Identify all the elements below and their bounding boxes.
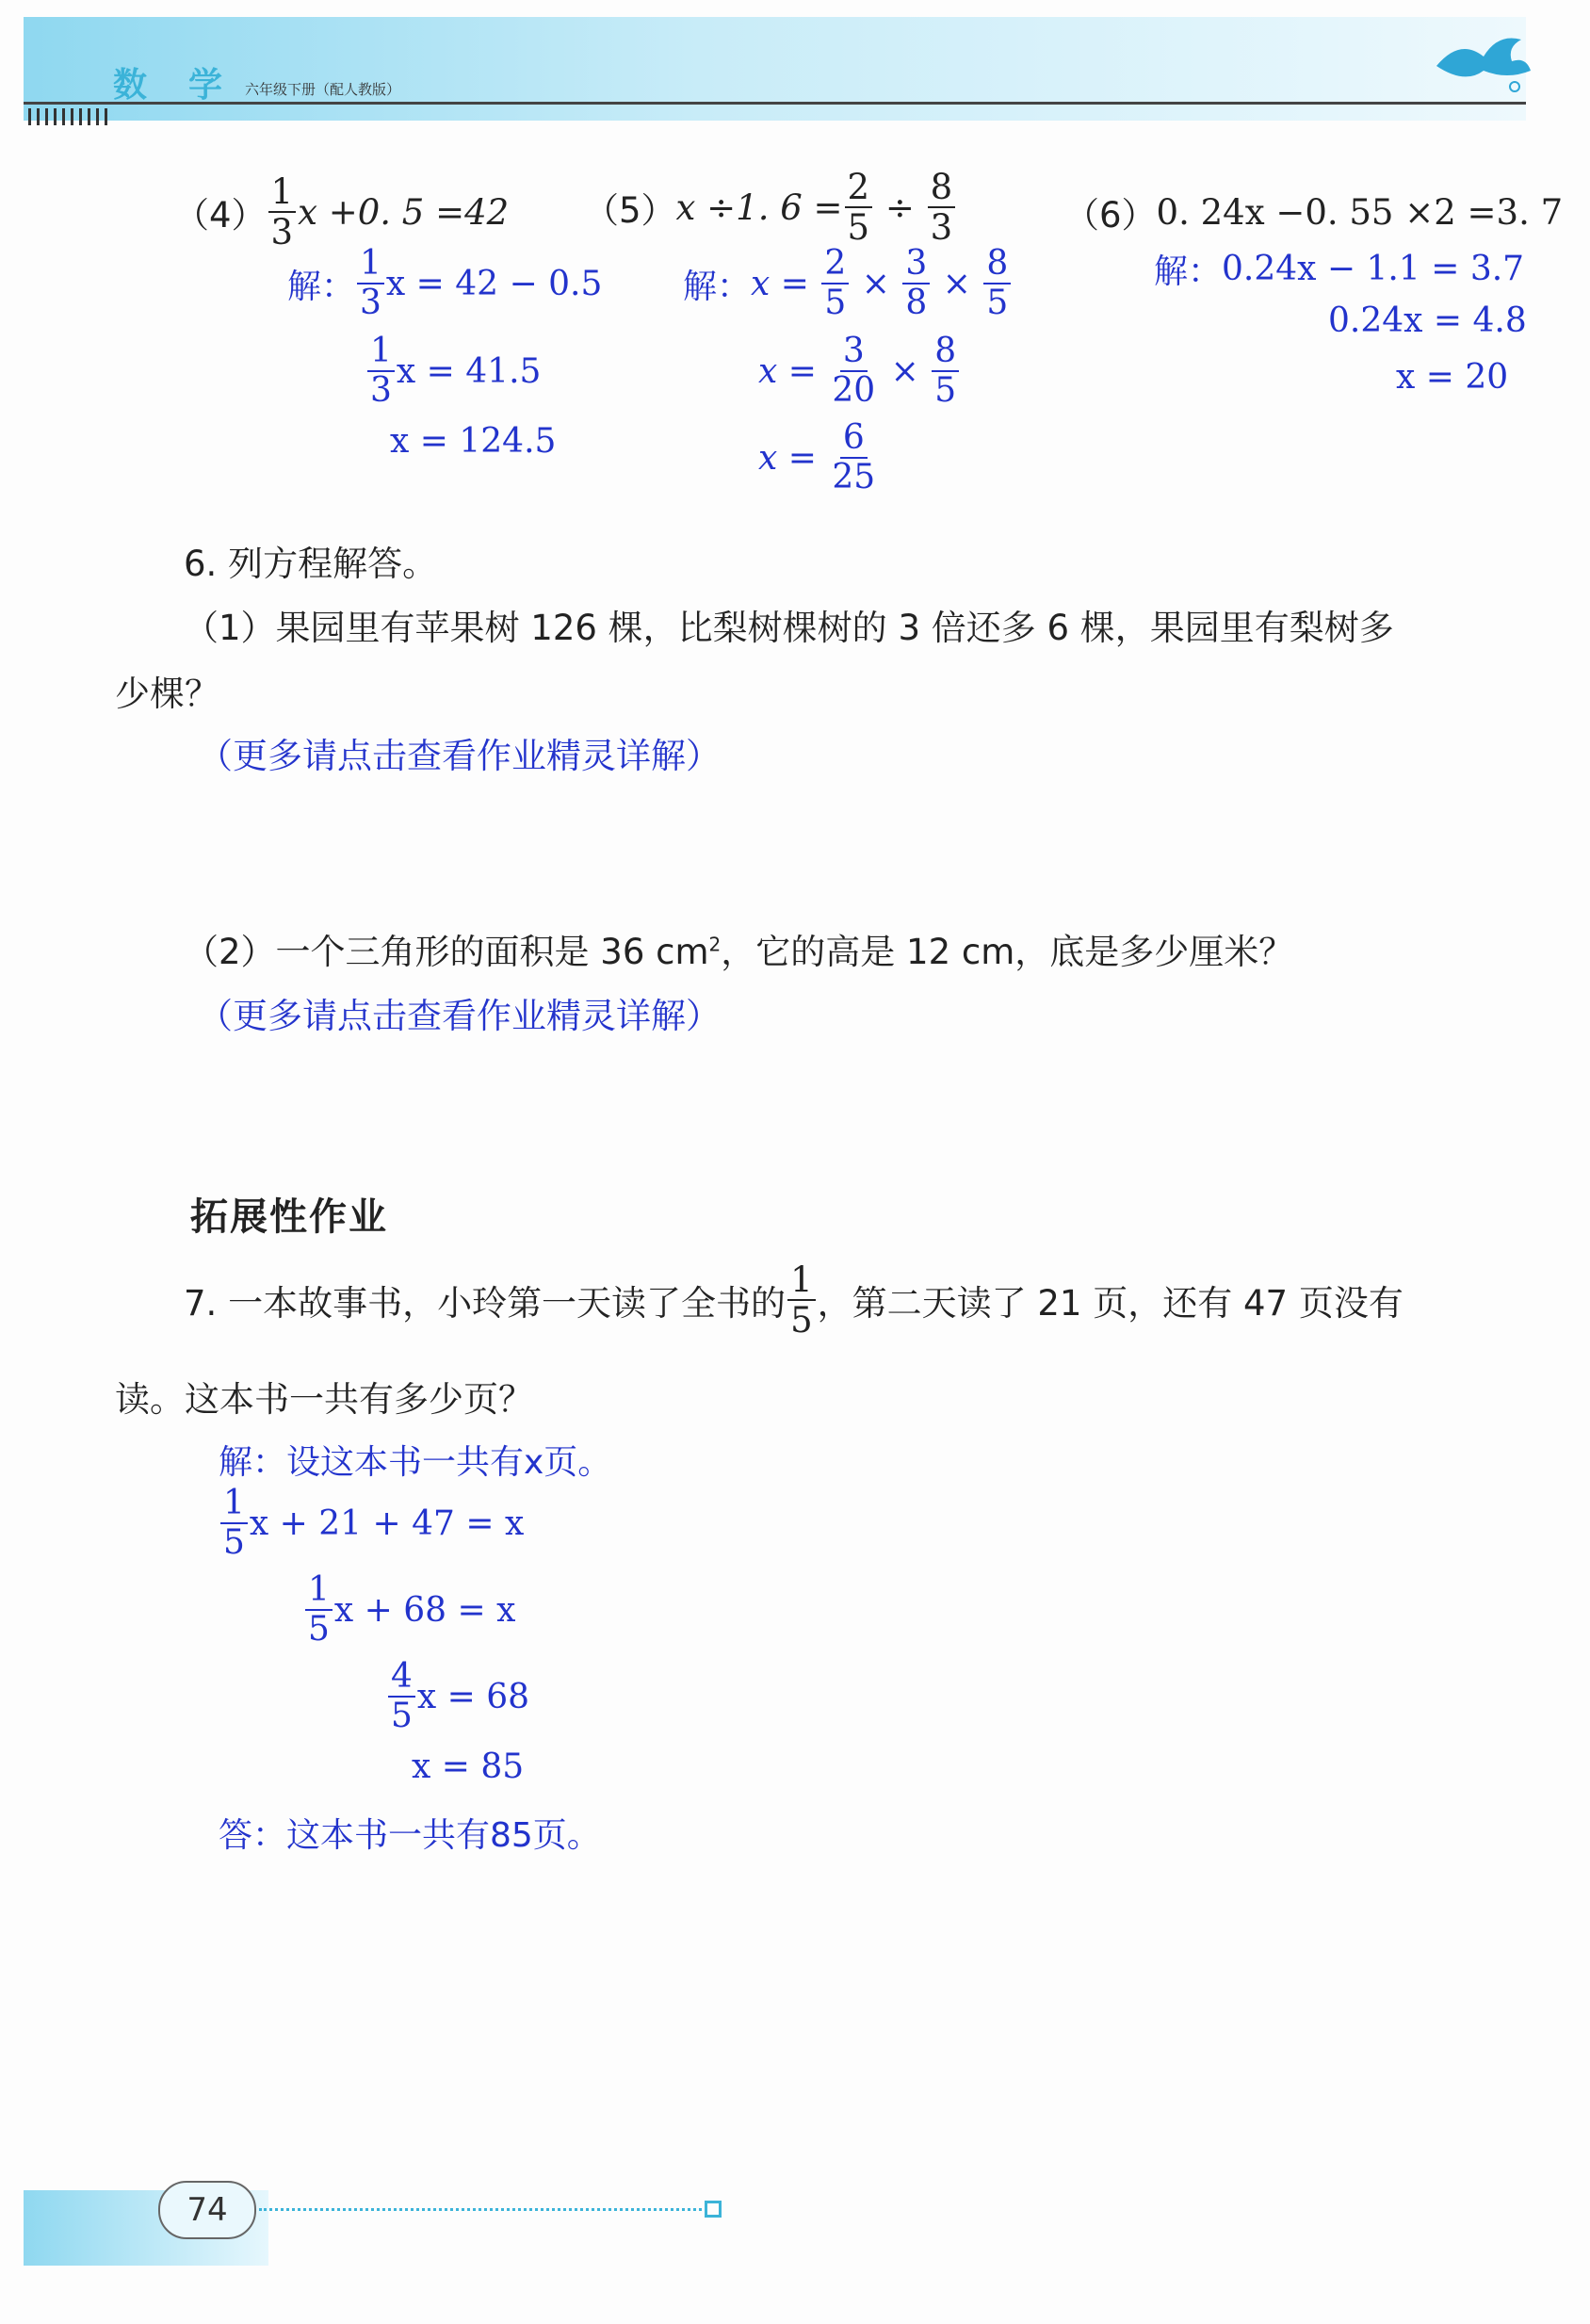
problem-6-solve-label: 解：: [1154, 252, 1223, 291]
question-7-step-2: x + 68 = x: [333, 1590, 516, 1630]
problem-4-step-3: x = 124.5: [390, 422, 557, 461]
problem-6-step-3: x = 20: [1396, 358, 1509, 397]
problem-4-label: （4）: [174, 195, 267, 236]
problem-6-step-1: 0.24x − 1.1 = 3.7: [1222, 250, 1525, 288]
question-7-line-1-start: 7. 一本故事书，小玲第一天读了全书的: [184, 1283, 787, 1324]
problem-4-step-2: x = 41.5: [396, 351, 542, 391]
page-number: 74: [187, 2191, 228, 2229]
header-band: [24, 17, 1526, 121]
fraction-one-third: $\frac{1}{3}$: [268, 174, 297, 250]
section-title: 拓展性作业: [190, 1195, 388, 1239]
question-6-part-1-line-1: （1）果园里有苹果树 126 棵，比梨树棵树的 3 倍还多 6 棵，果园里有梨树多: [184, 608, 1394, 648]
question-6-part-1-line-2: 少棵？: [115, 674, 219, 714]
header-rule: [24, 102, 1526, 105]
page-footer: [0, 2148, 1590, 2324]
problem-6-step-2: 0.24x = 4.8: [1328, 301, 1527, 340]
question-7-step-4: x = 85: [412, 1747, 525, 1786]
question-7-step-3: x = 68: [416, 1677, 530, 1716]
header-grade: 六年级下册（配人教版）: [245, 81, 401, 98]
problem-5-equation: x ÷1. 6 =: [675, 187, 843, 228]
problem-4-step-1: x = 42 − 0.5: [385, 264, 603, 303]
page-header: [0, 0, 1590, 132]
problem-6-label: （6）: [1064, 195, 1157, 236]
more-details-link-2[interactable]: （更多请点击查看作业精灵详解）: [198, 996, 721, 1036]
wave-logo-icon: [1432, 28, 1535, 104]
footer-end-square: [705, 2201, 722, 2218]
question-7-line-2: 读。这本书一共有多少页？: [115, 1379, 533, 1420]
header-ticks: [28, 108, 113, 125]
page-number-badge: [158, 2181, 256, 2239]
problem-5-solve-label: 解：: [683, 267, 752, 306]
problem-4-equation: x +0. 5 =42: [298, 191, 510, 233]
question-7-solution-intro: 解：设这本书一共有x页。: [219, 1443, 612, 1482]
divide-symbol: ÷: [874, 187, 926, 228]
problem-5-label: （5）: [584, 190, 676, 231]
problem-6-equation: 0. 24x −0. 55 ×2 =3. 7: [1156, 191, 1564, 233]
question-6-part-2: （2）一个三角形的面积是 36 $cm^2$，它的高是 12 cm，底是多少厘米？: [184, 932, 1294, 972]
question-7-step-1: x + 21 + 47 = x: [249, 1503, 525, 1543]
question-7-answer: 答：这本书一共有85页。: [219, 1816, 601, 1855]
header-subject: 数 学: [113, 66, 227, 105]
question-6-title: 6. 列方程解答。: [184, 544, 438, 584]
more-details-link-1[interactable]: （更多请点击查看作业精灵详解）: [198, 736, 721, 776]
footer-dotted-line: [259, 2208, 702, 2211]
problem-4-solve-label: 解：: [287, 267, 356, 306]
question-7-line-1-end: ，第二天读了 21 页，还有 47 页没有: [817, 1283, 1403, 1324]
